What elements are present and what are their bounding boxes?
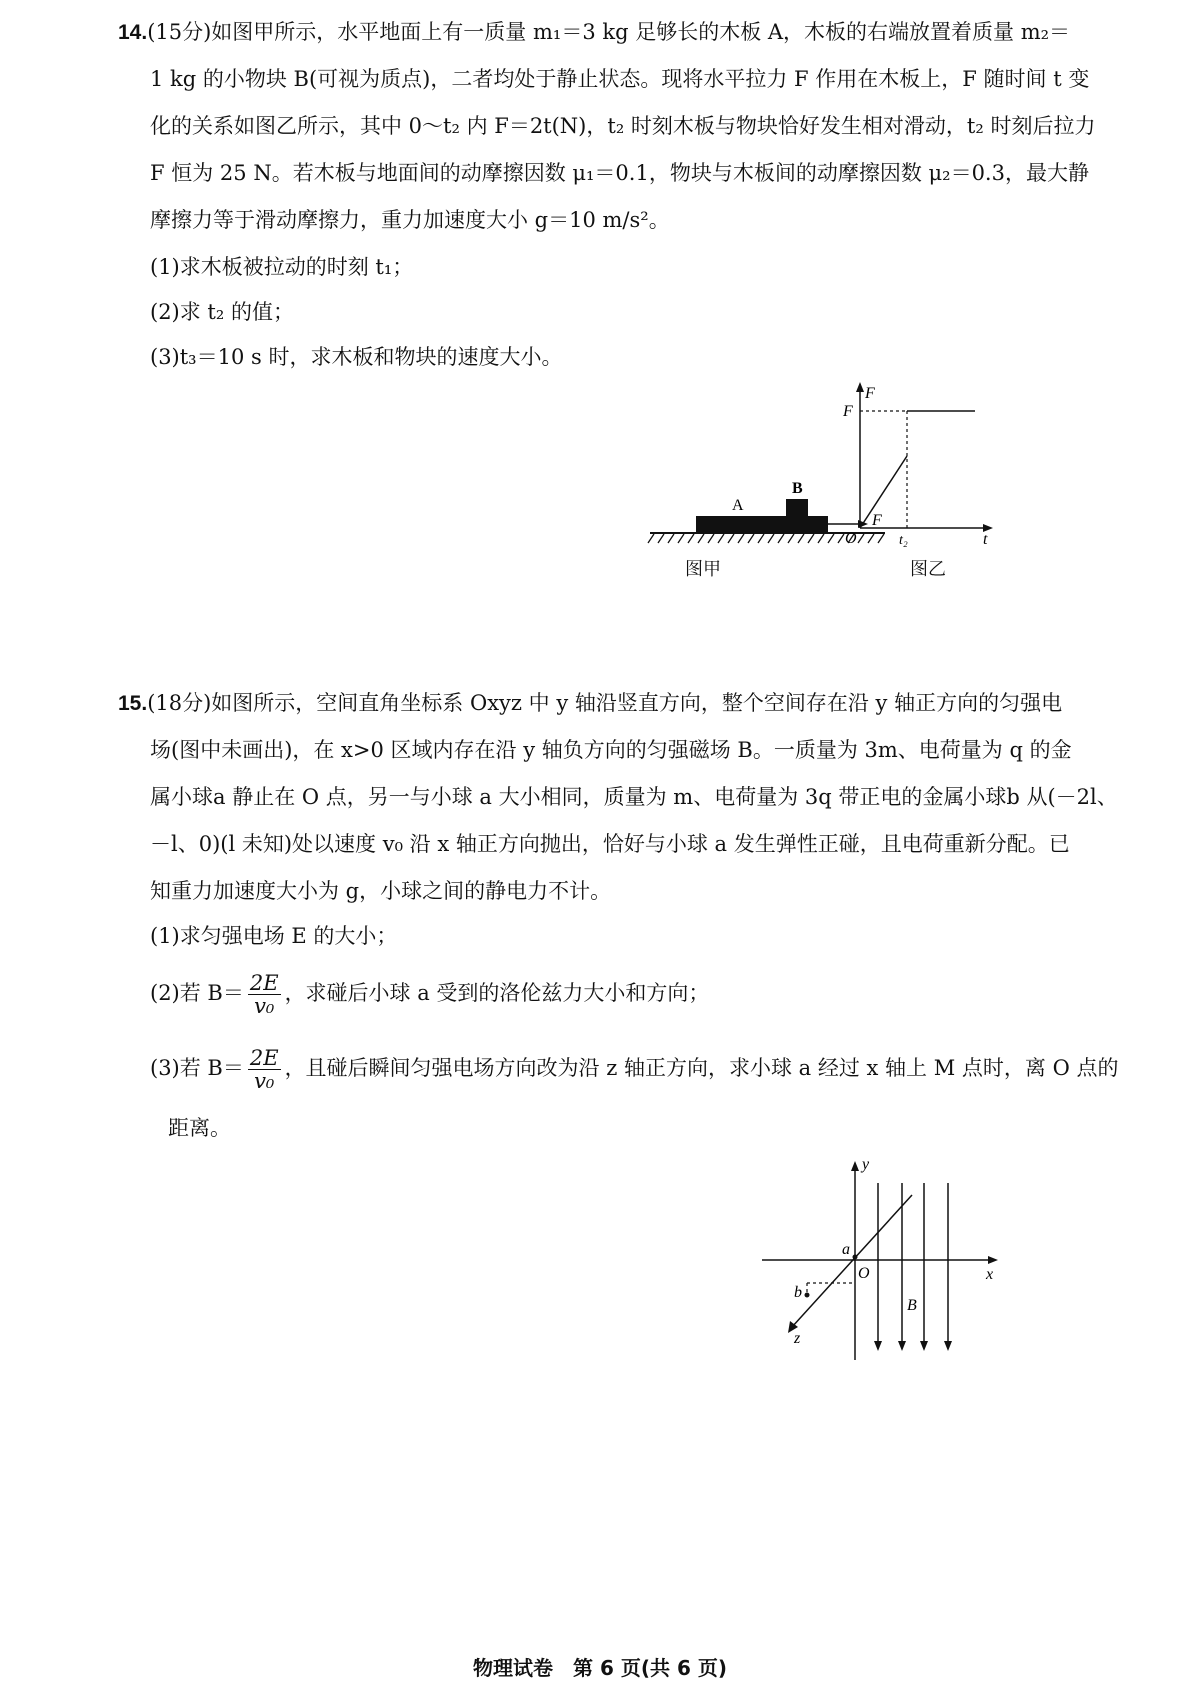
q14-number: 14. [118, 21, 148, 44]
y-axis-arrow-icon [851, 1161, 859, 1171]
q15-part-3 [150, 1043, 1118, 1093]
field-arrowheads-icon [874, 1341, 952, 1351]
z-axis-label: z [794, 1330, 801, 1347]
q15-line-2: 场(图中未画出)，在 x>0 区域内存在沿 y 轴负方向的匀强磁场 B。一质量为 3m、电荷量为 q 的金 [150, 738, 1072, 762]
label-a: A [732, 497, 744, 514]
ball-b [805, 1293, 810, 1298]
tick-f-label: F [843, 403, 853, 420]
figure-b-force-time-graph [835, 378, 1015, 548]
origin-label: O [845, 530, 857, 547]
q15-number: 15. [118, 692, 148, 715]
axis-f-label: F [865, 385, 875, 402]
q15-part-2 [150, 968, 709, 1018]
q14-part-2: (2)求 t₂ 的值； [150, 300, 294, 324]
q15-part-1: (1)求匀强电场 E 的大小； [150, 924, 398, 948]
q15-part-3-pre: (3)若 B＝ [150, 1056, 244, 1080]
frac-numerator: 2E [249, 971, 279, 995]
ramp-line [860, 456, 907, 528]
ball-a [853, 1255, 858, 1260]
q14-line-3: 化的关系如图乙所示，其中 0～t₂ 内 F＝2t(N)，t₂ 时刻木板与物块恰好发生相对滑动，t₂ 时刻后拉力 [150, 114, 1096, 138]
fraction-2e-over-v0 [248, 1047, 281, 1092]
x-axis-arrow-icon [988, 1256, 998, 1264]
q14-part-3: (3)t₃＝10 s 时，求木板和物块的速度大小。 [150, 345, 563, 369]
axis-t-label: t [983, 531, 988, 548]
ball-a-label: a [842, 1241, 850, 1258]
q15-part-2-pre: (2)若 B＝ [150, 981, 244, 1005]
q15-line-1 [118, 688, 1062, 719]
q15-line-4: －l、0)(l 未知)处以速度 v₀ 沿 x 轴正方向抛出，恰好与小球 a 发生弹性正碰，且电荷重新分配。已 [150, 832, 1070, 856]
board-a [696, 516, 828, 532]
label-b: B [792, 480, 803, 497]
field-b-label: B [907, 1297, 917, 1314]
frac-denominator: v₀ [254, 994, 275, 1018]
q15-part-3-cont: 距离。 [168, 1116, 231, 1140]
q15-part-2-post: ，求碰后小球 a 受到的洛伦兹力大小和方向； [284, 981, 710, 1005]
magnetic-field-lines [878, 1183, 948, 1345]
z-axis [792, 1195, 912, 1327]
q14-part-1: (1)求木板被拉动的时刻 t₁； [150, 255, 414, 279]
ball-b-label: b [794, 1284, 802, 1301]
q14-line-5: 摩擦力等于滑动摩擦力，重力加速度大小 g＝10 m/s²。 [150, 208, 670, 232]
frac-numerator: 2E [249, 1046, 279, 1070]
q15-text-1: (18分)如图所示，空间直角坐标系 Oxyz 中 y 轴沿竖直方向，整个空间存在沿 y 轴正方向的匀强电 [147, 691, 1063, 715]
page-footer: 物理试卷 第 6 页(共 6 页) [473, 1656, 727, 1680]
q15-part-3-post: ，且碰后瞬间匀强电场方向改为沿 z 轴正方向，求小球 a 经过 x 轴上 M 点时，离 O 点的 [284, 1056, 1119, 1080]
q14-line-2: 1 kg 的小物块 B(可视为质点)，二者均处于静止状态。现将水平拉力 F 作用在木板上，F 随时间 t 变 [150, 67, 1090, 91]
frac-denominator: v₀ [254, 1069, 275, 1093]
block-b [786, 499, 808, 516]
axis-f-arrow-icon [856, 382, 864, 392]
y-axis-label: y [862, 1156, 870, 1173]
x-axis-label: x [986, 1266, 994, 1283]
q14-text-1: (15分)如图甲所示，水平地面上有一质量 m₁＝3 kg 足够长的木板 A，木板的右端放置着质量 m₂＝ [147, 20, 1071, 44]
figure-q15-coordinate-system [760, 1155, 1010, 1365]
origin-label: O [858, 1265, 870, 1282]
caption-fig-b: 图乙 [910, 559, 946, 580]
q15-line-5: 知重力加速度大小为 g，小球之间的静电力不计。 [150, 879, 612, 903]
q14-line-4: F 恒为 25 N。若木板与地面间的动摩擦因数 μ₁＝0.1，物块与木板间的动摩擦因数 μ₂＝0.3，最大静 [150, 161, 1089, 185]
q15-line-3: 属小球a 静止在 O 点，另一与小球 a 大小相同，质量为 m、电荷量为 3q 带正电的金属小球b 从(－2l、 [150, 785, 1118, 809]
q14-line-1 [118, 17, 1070, 48]
caption-fig-a: 图甲 [685, 559, 721, 580]
fraction-2e-over-v0 [248, 972, 281, 1017]
label-f: F [872, 512, 882, 529]
tick-t2-label: t₂ [899, 533, 908, 548]
